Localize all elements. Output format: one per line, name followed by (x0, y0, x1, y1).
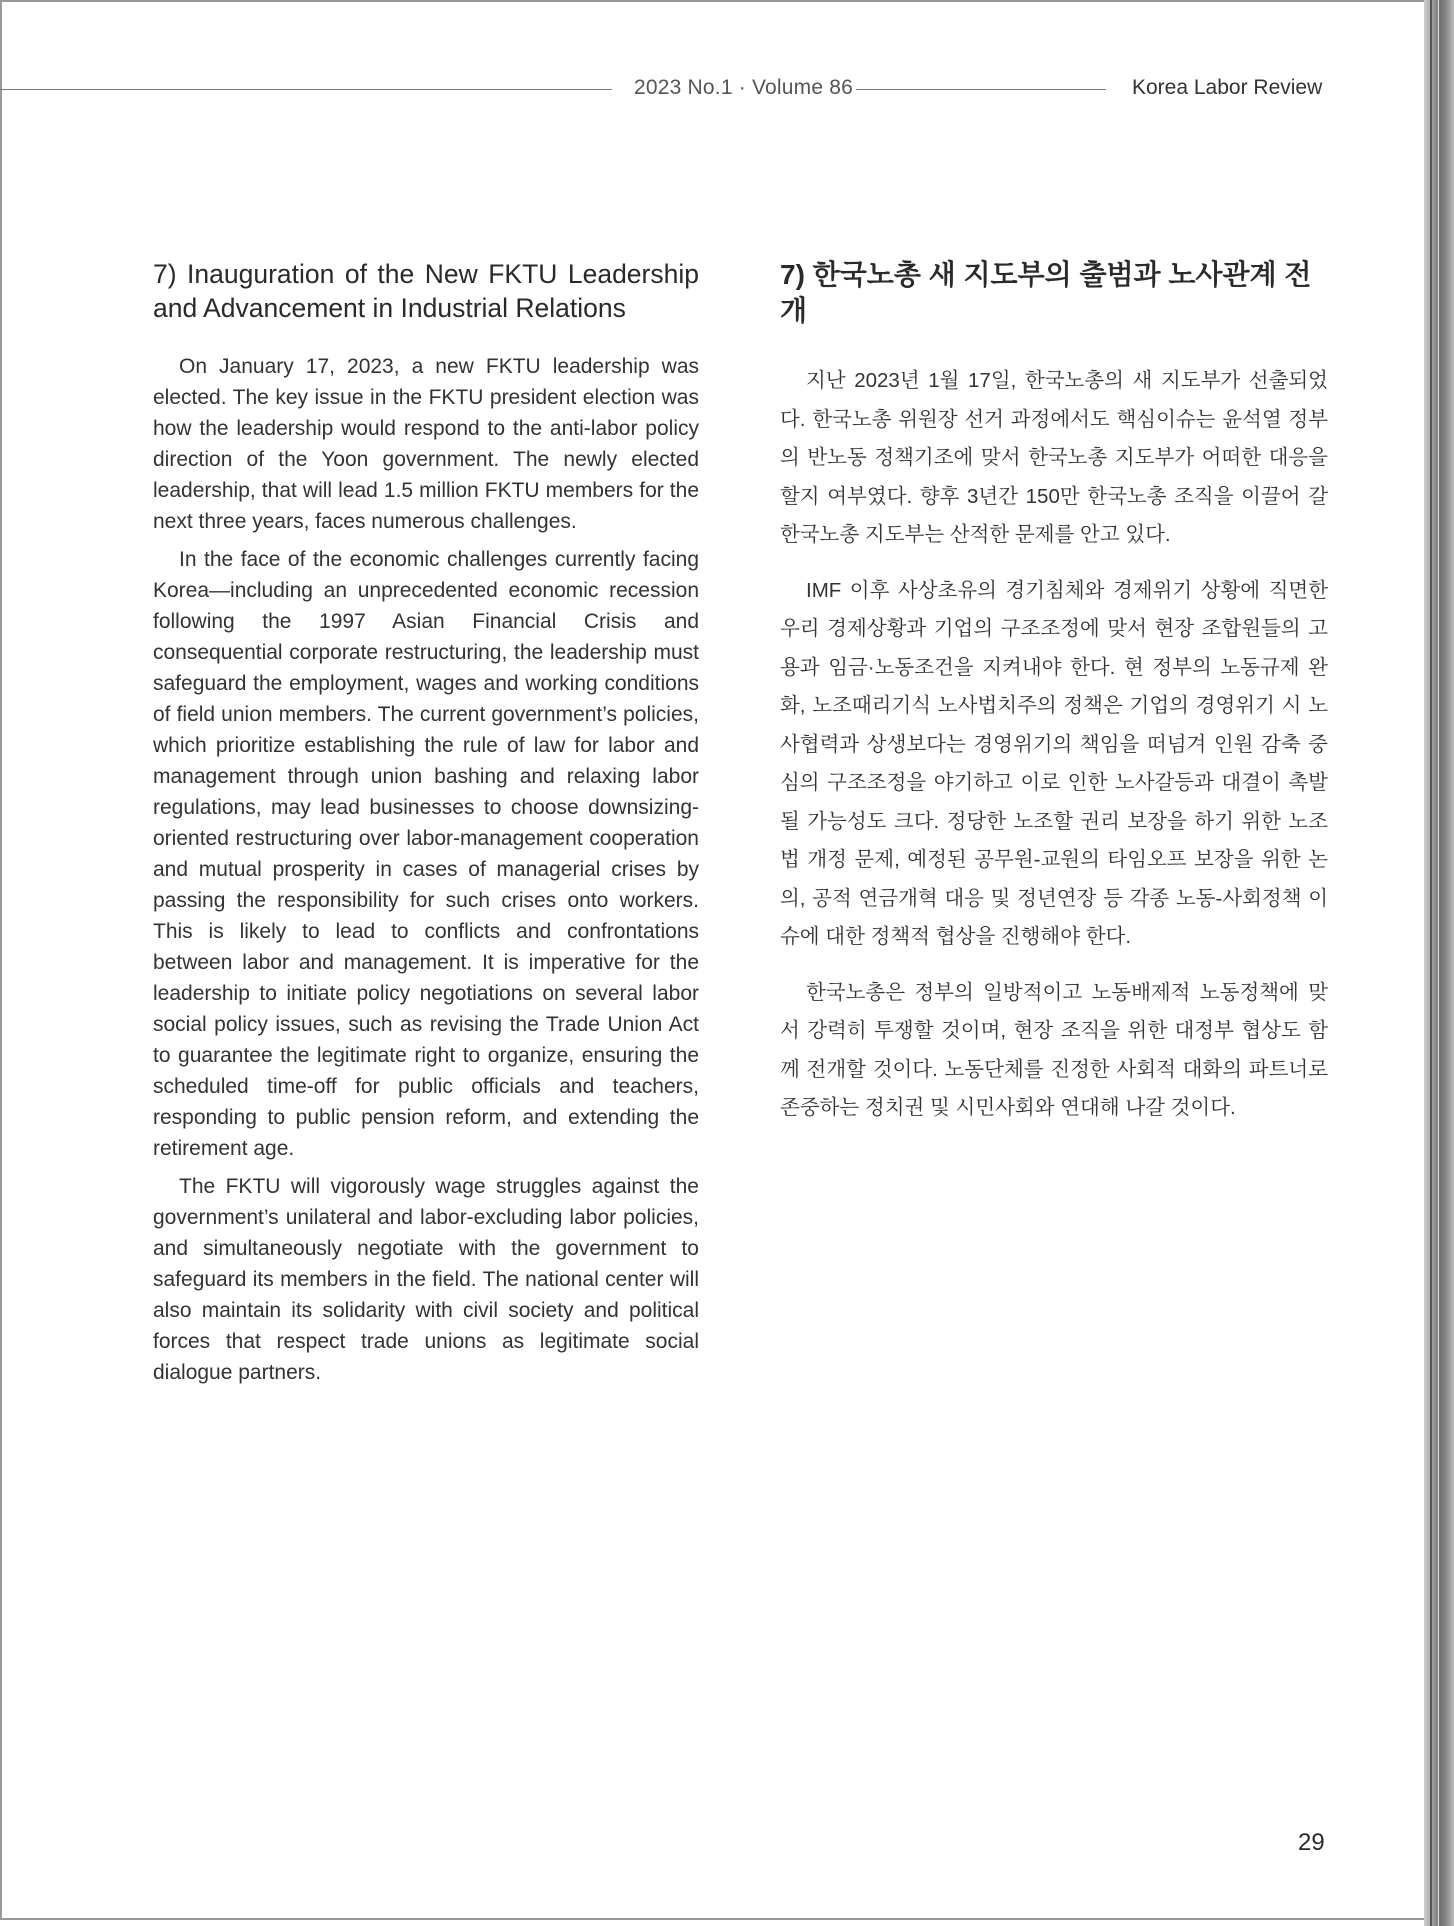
book-page-edge (1424, 0, 1454, 1926)
korean-section-heading: 7) 한국노총 새 지도부의 출범과 노사관계 전개 (780, 259, 1312, 326)
english-paragraph-2: In the face of the economic challenges currently facing Korea—including an unprecedented economic recession following the 1997 Asian Financial Crisis and consequential corporate restructuring, the leadership must safeguard the employment, wages and working conditions of field union members. The current government’s policies, which prioritize establishing the rule of law for labor and management through union bashing and relaxing labor regulations, may lead businesses to choose downsizing-oriented restructuring over labor-management cooperation and mutual prosperity in cases of managerial crises by passing the responsibility for such crises onto workers. This is likely to lead to conflicts and confrontations between labor and management. It is imperative for the leadership to initiate policy negotiations on several labor social policy issues, such as revising the Trade Union Act to guarantee the legitimate right to organize, ensuring the scheduled time-off for public officials and teachers, responding to public pension reform, and extending the retirement age. (153, 548, 699, 1160)
issue-label: 2023 No.1 · Volume 86 (634, 76, 854, 99)
english-paragraph-3: The FKTU will vigorously wage struggles against the government’s unilateral and labor-excluding labor policies, and simultaneously negotiate with the government to safeguard its members in the field. The national center will also maintain its solidarity with civil society and political forces that respect trade unions as legitimate social dialogue partners. (153, 1175, 699, 1384)
english-paragraph-1: On January 17, 2023, a new FKTU leadership was elected. The key issue in the FKTU president election was how the leadership would respond to the anti-labor policy direction of the Yoon government. The newly elected leadership, that will lead 1.5 million FKTU members for the next three years, faces numerous challenges. (153, 355, 699, 533)
journal-title: Korea Labor Review (1132, 76, 1323, 99)
korean-paragraph-2: IMF 이후 사상초유의 경기침체와 경제위기 상황에 직면한 우리 경제상황과 기업의 구조조정에 맞서 현장 조합원들의 고용과 임금·노동조건을 지켜내야 한다. 현 정부의 노동규제 완화, 노조때리기식 노사법치주의 정책은 기업의 경영위기 시 노사협력과 상생보다는 경영위기의 책임을 떠넘겨 인원 감축 중심의 구조조정을 야기하고 이로 인한 노사갈등과 대결이 촉발될 가능성도 크다. 정당한 노조할 권리 보장을 하기 위한 노조법 개정 문제, 예정된 공무원-교원의 타임오프 보장을 위한 논의, 공적 연금개혁 대응 및 정년연장 등 각종 노동-사회정책 이슈에 대한 정책적 협상을 진행해야 한다. (780, 578, 1328, 948)
header-rule-middle (856, 89, 1106, 90)
english-column (153, 257, 699, 1395)
page-number: 29 (1298, 1829, 1325, 1856)
korean-paragraph-1: 지난 2023년 1월 17일, 한국노총의 새 지도부가 선출되었다. 한국노총 위원장 선거 과정에서도 핵심이슈는 윤석열 정부의 반노동 정책기조에 맞서 한국노총 지도부가 어떠한 대응을 할지 여부였다. 향후 3년간 150만 한국노총 조직을 이끌어 갈 한국노총 지도부는 산적한 문제를 안고 있다. (780, 369, 1328, 546)
english-section-heading: 7) Inauguration of the New FKTU Leadership and Advancement in Industrial Relations (153, 259, 699, 323)
korean-paragraph-3: 한국노총은 정부의 일방적이고 노동배제적 노동정책에 맞서 강력히 투쟁할 것이며, 현장 조직을 위한 대정부 협상도 함께 전개할 것이다. 노동단체를 진정한 사회적 대화의 파트너로 존중하는 정치권 및 시민사회와 연대해 나갈 것이다. (780, 980, 1328, 1119)
korean-column (780, 257, 1328, 1145)
header-rule-left (0, 89, 612, 90)
